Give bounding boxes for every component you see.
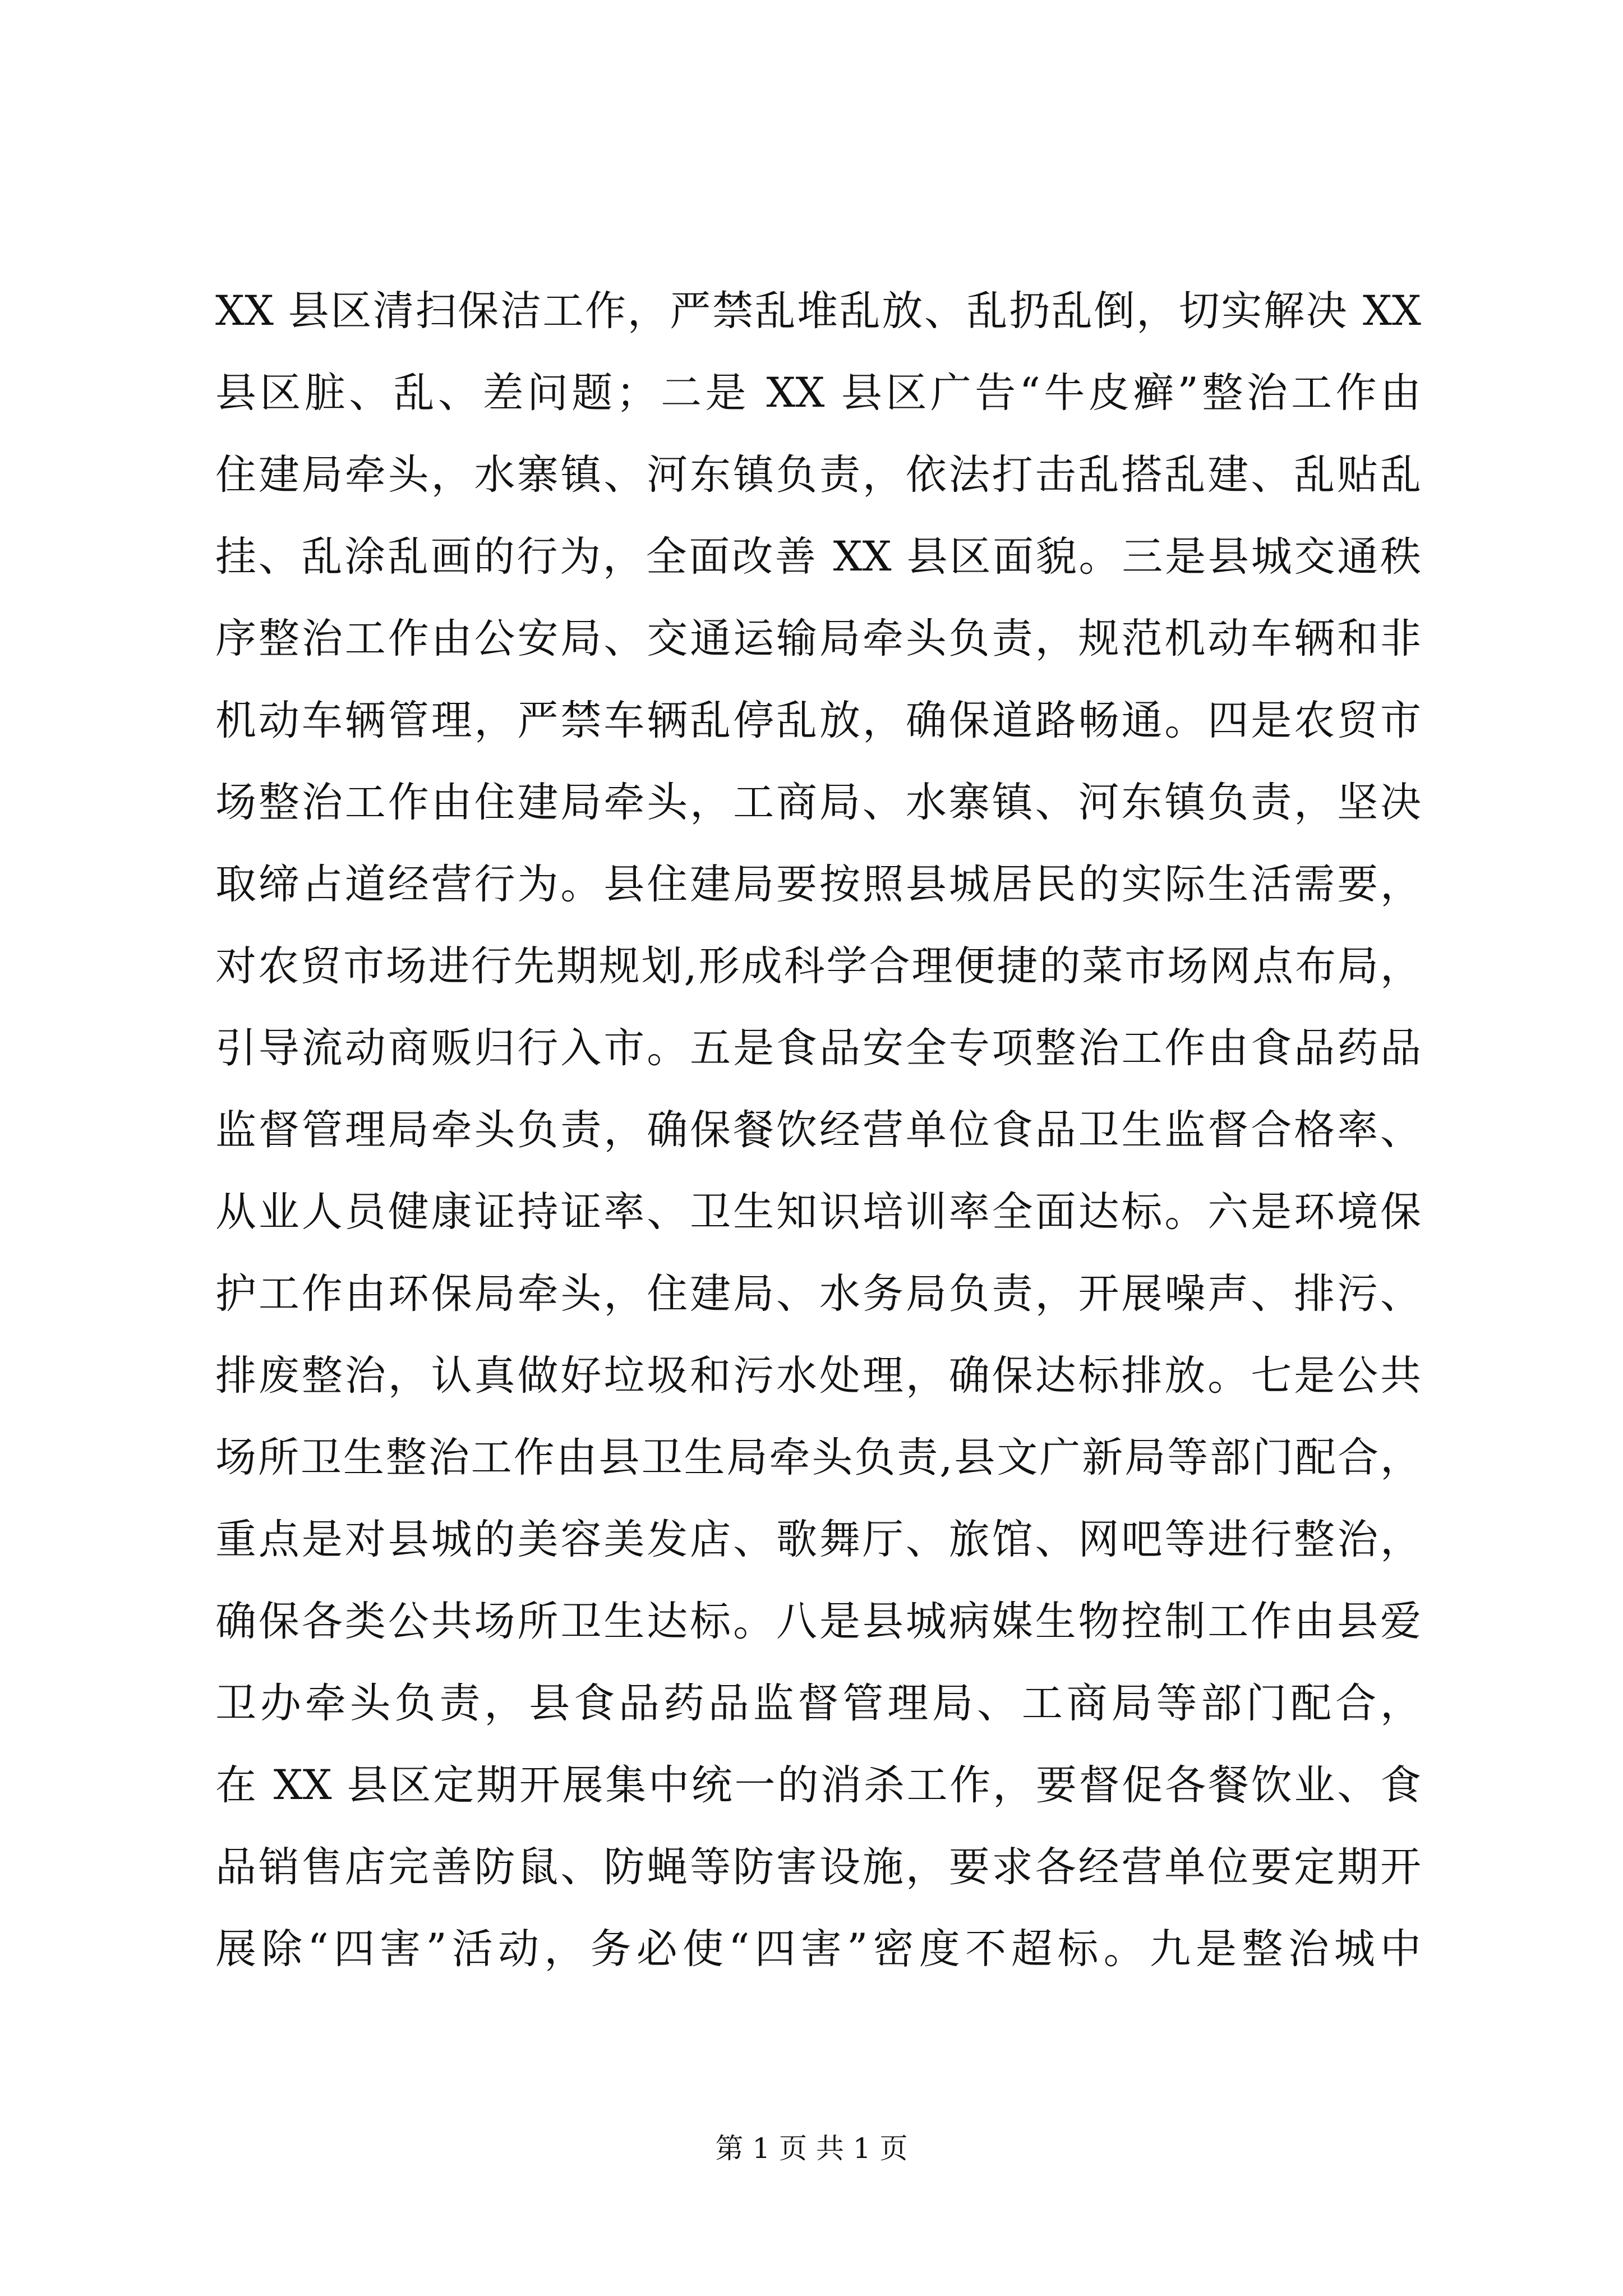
body-text-line: 护工作由环保局牵头，住建局、水务局负责，开展噪声、排污、 (215, 1270, 1421, 1318)
body-text-line: 场所卫生整治工作由县卫生局牵头负责,县文广新局等部门配合， (215, 1434, 1421, 1481)
body-text-line: 机动车辆管理，严禁车辆乱停乱放，确保道路畅通。四是农贸市 (215, 697, 1421, 744)
body-text-line: 场整治工作由住建局牵头，工商局、水寨镇、河东镇负责，坚决 (215, 779, 1421, 826)
body-text-line: 监督管理局牵头负责，确保餐饮经营单位食品卫生监督合格率、 (215, 1106, 1421, 1154)
body-text-line: 序整治工作由公安局、交通运输局牵头负责，规范机动车辆和非 (215, 615, 1421, 662)
body-text-line: 卫办牵头负责，县食品药品监督管理局、工商局等部门配合， (215, 1680, 1421, 1727)
body-text-line: 确保各类公共场所卫生达标。八是县城病媒生物控制工作由县爱 (215, 1598, 1421, 1645)
body-text-line: 对农贸市场进行先期规划,形成科学合理便捷的菜市场网点布局， (215, 942, 1421, 990)
body-text-line: 重点是对县城的美容美发店、歌舞厅、旅馆、网吧等进行整治， (215, 1516, 1421, 1563)
body-text-line: 从业人员健康证持证率、卫生知识培训率全面达标。六是环境保 (215, 1188, 1421, 1236)
body-text-line: 引导流动商贩归行入市。五是食品安全专项整治工作由食品药品 (215, 1024, 1421, 1072)
body-text-line: 县区脏、乱、差问题；二是 XX 县区广告“牛皮癣”整治工作由 (215, 369, 1421, 417)
body-text-line: 品销售店完善防鼠、防蝇等防害设施，要求各经营单位要定期开 (215, 1843, 1421, 1891)
body-text-line: 展除“四害”活动，务必使“四害”密度不超标。九是整治城中 (215, 1925, 1421, 1973)
body-text-line: 在 XX 县区定期开展集中统一的消杀工作，要督促各餐饮业、食 (215, 1761, 1421, 1809)
body-text-line: 排废整治，认真做好垃圾和污水处理，确保达标排放。七是公共 (215, 1352, 1421, 1400)
document-body (215, 270, 1421, 1990)
body-text-line: 住建局牵头，水寨镇、河东镇负责，依法打击乱搭乱建、乱贴乱 (215, 451, 1421, 499)
body-text-line: 挂、乱涂乱画的行为，全面改善 XX 县区面貌。三是县城交通秩 (215, 533, 1421, 581)
body-text-line: XX 县区清扫保洁工作，严禁乱堆乱放、乱扔乱倒，切实解决 XX (215, 287, 1421, 335)
page-footer: 第 1 页 共 1 页 (715, 2132, 908, 2165)
body-text-line: 取缔占道经营行为。县住建局要按照县城居民的实际生活需要， (215, 861, 1421, 908)
